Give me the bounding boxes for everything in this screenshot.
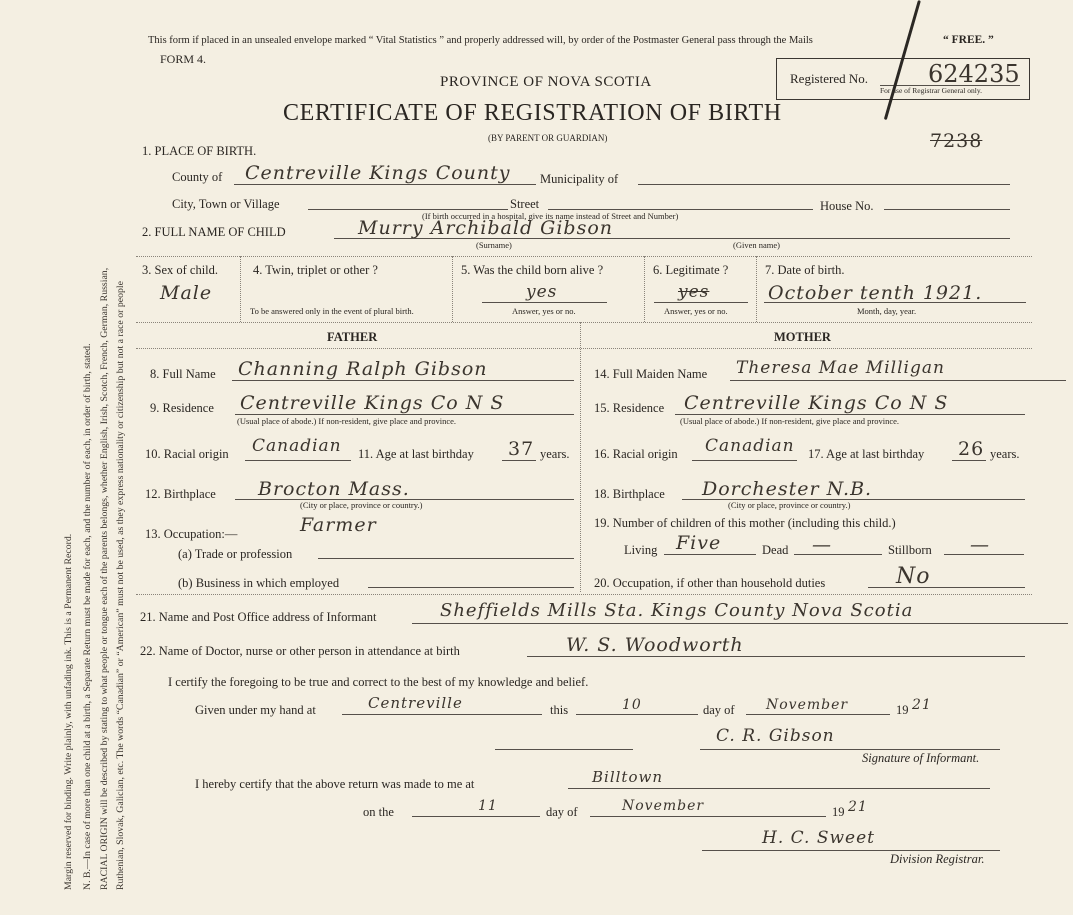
father-racial-value: Canadian bbox=[252, 436, 342, 456]
mother-heading: MOTHER bbox=[774, 330, 831, 344]
legitimate-note: Answer, yes or no. bbox=[664, 306, 728, 316]
margin-note-1: Margin reserved for binding. Write plainly, with unfading ink. This is a Permanent Record. bbox=[63, 533, 74, 890]
father-trade-label: (a) Trade or profession bbox=[178, 547, 293, 561]
father-business-label: (b) Business in which employed bbox=[178, 576, 340, 590]
mother-racial-label: 16. Racial origin bbox=[594, 447, 678, 461]
mother-birthplace-label: 18. Birthplace bbox=[594, 487, 665, 501]
signature-label: Signature of Informant. bbox=[862, 751, 980, 765]
legitimate-value: yes bbox=[678, 282, 710, 302]
father-residence-label: 9. Residence bbox=[150, 401, 214, 415]
legitimate-label: 6. Legitimate ? bbox=[653, 263, 729, 277]
father-residence-note: (Usual place of abode.) If non-resident, give place and province. bbox=[237, 416, 457, 426]
city-label: City, Town or Village bbox=[172, 197, 280, 211]
mother-residence-note: (Usual place of abode.) If non-resident, give place and province. bbox=[680, 416, 900, 426]
street-label: Street bbox=[510, 197, 540, 211]
month-value: November bbox=[766, 697, 849, 713]
given-under-label: Given under my hand at bbox=[195, 703, 316, 717]
place-of-birth-label: 1. PLACE OF BIRTH. bbox=[142, 144, 257, 158]
surname-note: (Surname) bbox=[476, 240, 512, 250]
on-year-value: 21 bbox=[848, 799, 868, 815]
father-racial-label: 10. Racial origin bbox=[145, 447, 229, 461]
registrar-label: Division Registrar. bbox=[890, 852, 985, 866]
informant-signature: C. R. Gibson bbox=[716, 726, 835, 746]
year-prefix: 19 bbox=[896, 703, 909, 717]
subtitle: (BY PARENT OR GUARDIAN) bbox=[488, 133, 608, 143]
father-years: years. bbox=[540, 447, 570, 461]
father-heading: FATHER bbox=[327, 330, 378, 344]
twin-label: 4. Twin, triplet or other ? bbox=[253, 263, 378, 277]
living-label: Living bbox=[624, 543, 658, 557]
free-mark: “ FREE. ” bbox=[943, 34, 994, 46]
registered-number: 624235 bbox=[928, 60, 1020, 88]
mother-age-label: 17. Age at last birthday bbox=[808, 447, 925, 461]
page-title: CERTIFICATE OF REGISTRATION OF BIRTH bbox=[283, 100, 782, 126]
doctor-value: W. S. Woodworth bbox=[566, 634, 744, 656]
mother-occupation-label: 20. Occupation, if other than household duties bbox=[594, 576, 826, 590]
this-label: this bbox=[550, 703, 569, 717]
margin-note-4: Ruthenian, Slovak, Galician, etc. The words “Canadian” or “American” must not be used, as they express nationality or citizenship but not a race or people bbox=[115, 281, 126, 890]
stillborn-value: — bbox=[970, 534, 990, 556]
registered-label: Registered No. bbox=[790, 71, 868, 86]
mother-residence-label: 15. Residence bbox=[594, 401, 665, 415]
mother-birthplace-note: (City or place, province or country.) bbox=[728, 500, 851, 510]
dayof-label: day of bbox=[703, 703, 735, 717]
margin-note-2: N. B.—In case of more than one child at a birth, a Separate Return must be made for each, and the number of each, in order of birth, stated. bbox=[82, 343, 93, 890]
county-value: Centreville Kings County bbox=[245, 162, 511, 184]
margin-note-3: RACIAL ORIGIN will be described by stating to what people or tongue each of the parents belongs, whether English, Irish, Scotch, French, German, Russian, bbox=[99, 267, 110, 890]
mother-name-label: 14. Full Maiden Name bbox=[594, 367, 708, 381]
municipality-label: Municipality of bbox=[540, 172, 619, 186]
hospital-note: (If birth occurred in a hospital, give its name instead of Street and Number) bbox=[422, 211, 679, 221]
registrar-signature: H. C. Sweet bbox=[762, 828, 875, 848]
date-note: Month, day, year. bbox=[857, 306, 917, 316]
father-age-value: 37 bbox=[508, 438, 535, 460]
father-age-label: 11. Age at last birthday bbox=[358, 447, 474, 461]
dead-label: Dead bbox=[762, 543, 789, 557]
sex-value: Male bbox=[160, 282, 213, 304]
alive-label: 5. Was the child born alive ? bbox=[461, 263, 604, 277]
form-number: FORM 4. bbox=[160, 52, 207, 66]
given-name-note: (Given name) bbox=[733, 240, 780, 250]
father-occupation-value: Farmer bbox=[300, 514, 377, 536]
mother-residence-value: Centreville Kings Co N S bbox=[684, 392, 949, 414]
alive-value: yes bbox=[526, 282, 558, 302]
father-name-label: 8. Full Name bbox=[150, 367, 216, 381]
mother-years: years. bbox=[990, 447, 1020, 461]
father-birthplace-label: 12. Birthplace bbox=[145, 487, 216, 501]
postal-note: This form if placed in an unsealed envelope marked “ Vital Statistics ” and properly addressed will, by order of the Postmaster General pass through the Mails bbox=[148, 35, 813, 46]
mother-racial-value: Canadian bbox=[705, 436, 795, 456]
mother-birthplace-value: Dorchester N.B. bbox=[702, 478, 873, 500]
date-label: 7. Date of birth. bbox=[765, 263, 845, 277]
house-label: House No. bbox=[820, 199, 874, 213]
registered-note: For use of Registrar General only. bbox=[880, 86, 982, 95]
child-name-value: Murry Archibald Gibson bbox=[358, 217, 614, 239]
registrar-place: Billtown bbox=[592, 768, 663, 786]
registrar-statement: I hereby certify that the above return was made to me at bbox=[195, 777, 475, 791]
father-name-value: Channing Ralph Gibson bbox=[238, 358, 488, 380]
children-count-label: 19. Number of children of this mother (including this child.) bbox=[594, 516, 896, 530]
certify-statement: I certify the foregoing to be true and correct to the best of my knowledge and belief. bbox=[168, 675, 589, 689]
father-birthplace-value: Brocton Mass. bbox=[258, 478, 410, 500]
year-value: 21 bbox=[912, 697, 932, 713]
stillborn-label: Stillborn bbox=[888, 543, 932, 557]
province-heading: PROVINCE OF NOVA SCOTIA bbox=[440, 74, 652, 90]
father-occupation-label: 13. Occupation:— bbox=[145, 527, 238, 541]
living-value: Five bbox=[676, 532, 722, 554]
on-dayof-label: day of bbox=[546, 805, 578, 819]
mother-age-value: 26 bbox=[958, 438, 985, 460]
date-value: October tenth 1921. bbox=[768, 282, 983, 304]
on-day-value: 11 bbox=[478, 798, 498, 814]
on-month-value: November bbox=[622, 798, 705, 814]
twin-note: To be answered only in the event of plural birth. bbox=[250, 306, 414, 316]
father-birthplace-note: (City or place, province or country.) bbox=[300, 500, 423, 510]
struck-number: 7238 bbox=[930, 130, 983, 152]
on-the-label: on the bbox=[363, 805, 394, 819]
county-label: County of bbox=[172, 170, 223, 184]
informant-label: 21. Name and Post Office address of Informant bbox=[140, 610, 377, 624]
child-name-label: 2. FULL NAME OF CHILD bbox=[142, 225, 286, 239]
day-value: 10 bbox=[622, 697, 642, 713]
on-year-prefix: 19 bbox=[832, 805, 845, 819]
mother-name-value: Theresa Mae Milligan bbox=[736, 358, 945, 378]
sex-label: 3. Sex of child. bbox=[142, 263, 219, 277]
dead-value: — bbox=[812, 534, 832, 556]
given-place-value: Centreville bbox=[368, 694, 463, 712]
doctor-label: 22. Name of Doctor, nurse or other person in attendance at birth bbox=[140, 644, 460, 658]
mother-occupation-value: No bbox=[896, 564, 931, 589]
alive-note: Answer, yes or no. bbox=[512, 306, 576, 316]
informant-value: Sheffields Mills Sta. Kings County Nova Scotia bbox=[440, 600, 914, 621]
father-residence-value: Centreville Kings Co N S bbox=[240, 392, 505, 414]
